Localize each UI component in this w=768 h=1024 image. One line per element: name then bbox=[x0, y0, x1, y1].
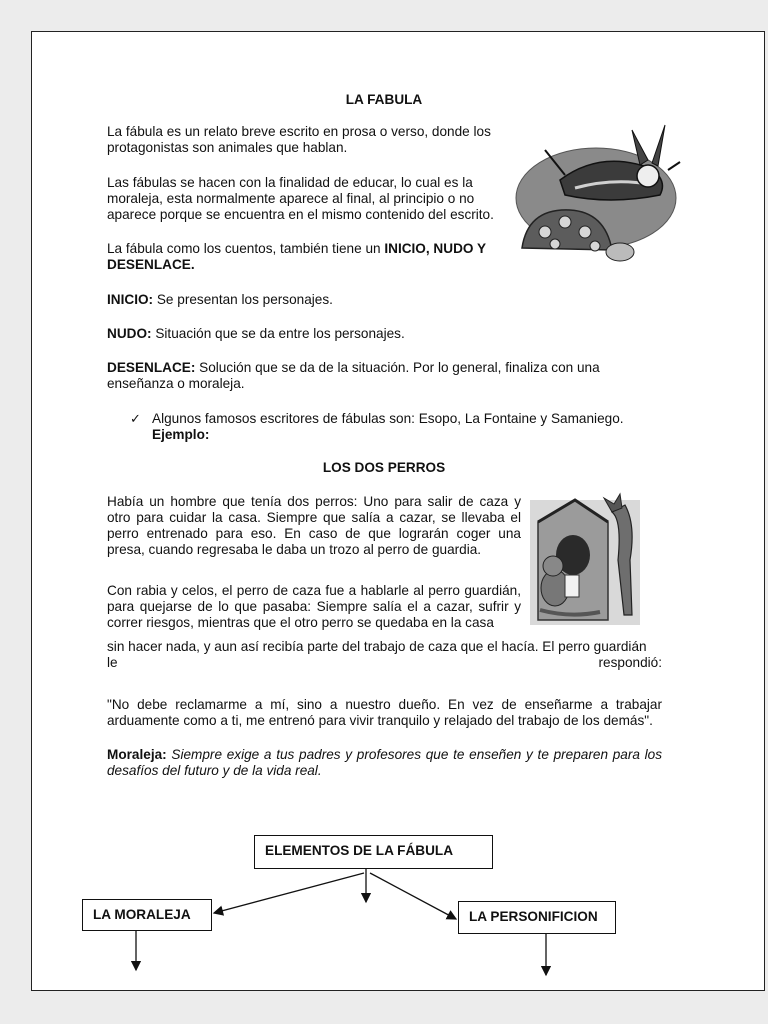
inicio-label: INICIO: bbox=[107, 292, 154, 307]
intro-paragraph-1: La fábula es un relato breve escrito en prosa o verso, donde los protagonistas son animales que hablan. bbox=[107, 124, 491, 155]
story-paragraph-2a: Con rabia y celos, el perro de caza fue a hablarle al perro guardián, para quejarse de lo que pasaba: Siempre salía el a cazar, sufrir y correr riesgos, mientras que el otro perro se quedaba en la casa bbox=[107, 583, 521, 630]
intro-paragraph-3-text: La fábula como los cuentos, también tiene un bbox=[107, 241, 385, 256]
example-label: Ejemplo: bbox=[152, 427, 210, 442]
story-paragraph-2c-left: le bbox=[107, 655, 118, 670]
story-quote: "No debe reclamarme a mí, sino a nuestro dueño. En vez de enseñarme a trabajar arduamente como a ti, me entrenó para vivir tranquilo y relajado del trabajo de los demás". bbox=[107, 697, 662, 728]
moral-text: Siempre exige a tus padres y profesores que te enseñen y te preparen para los desafíos del futuro y de la vida real. bbox=[107, 747, 662, 778]
diagram-box-elementos: ELEMENTOS DE LA FÁBULA bbox=[254, 835, 493, 869]
story-paragraph-1: Había un hombre que tenía dos perros: Uno para salir de caza y otro para cuidar la casa. Siempre que salía a cazar, se llevaba el perro entrenado para eso. En caso de que lograrán coger una presa, cuando regresaba le daba un trozo al perro de guardia. bbox=[107, 494, 521, 557]
diagram-box-personificion: LA PERSONIFICION bbox=[458, 901, 616, 934]
nudo-text: Situación que se da entre los personajes. bbox=[151, 326, 405, 341]
bullet-text: Algunos famosos escritores de fábulas son: Esopo, La Fontaine y Samaniego. bbox=[152, 411, 624, 426]
story-paragraph-2c-right: respondió: bbox=[598, 655, 662, 670]
nudo-label: NUDO: bbox=[107, 326, 152, 341]
moral-label: Moraleja: bbox=[107, 747, 167, 762]
checkmark-icon: ✓ bbox=[130, 411, 141, 426]
story-title: LOS DOS PERROS bbox=[322, 460, 446, 475]
story-paragraph-2b: sin hacer nada, y aun así recibía parte del trabajo de caza que el hacía. El perro guardián bbox=[107, 639, 647, 654]
desenlace-label: DESENLACE: bbox=[107, 360, 196, 375]
desenlace-text: Solución que se da de la situación. Por lo general, finaliza con una enseñanza o moraleja. bbox=[107, 360, 600, 391]
intro-paragraph-2: Las fábulas se hacen con la finalidad de educar, lo cual es la moraleja, esta normalmente aparece al final, al principio o no aparece porque se encuentra en el mismo contenido del escrito. bbox=[107, 175, 494, 222]
page-title: LA FABULA bbox=[345, 92, 423, 107]
inicio-text: Se presentan los personajes. bbox=[153, 292, 333, 307]
diagram-box-moraleja: LA MORALEJA bbox=[82, 899, 212, 931]
intro-paragraph-3-bold: INICIO, NUDO Y DESENLACE. bbox=[107, 241, 486, 272]
